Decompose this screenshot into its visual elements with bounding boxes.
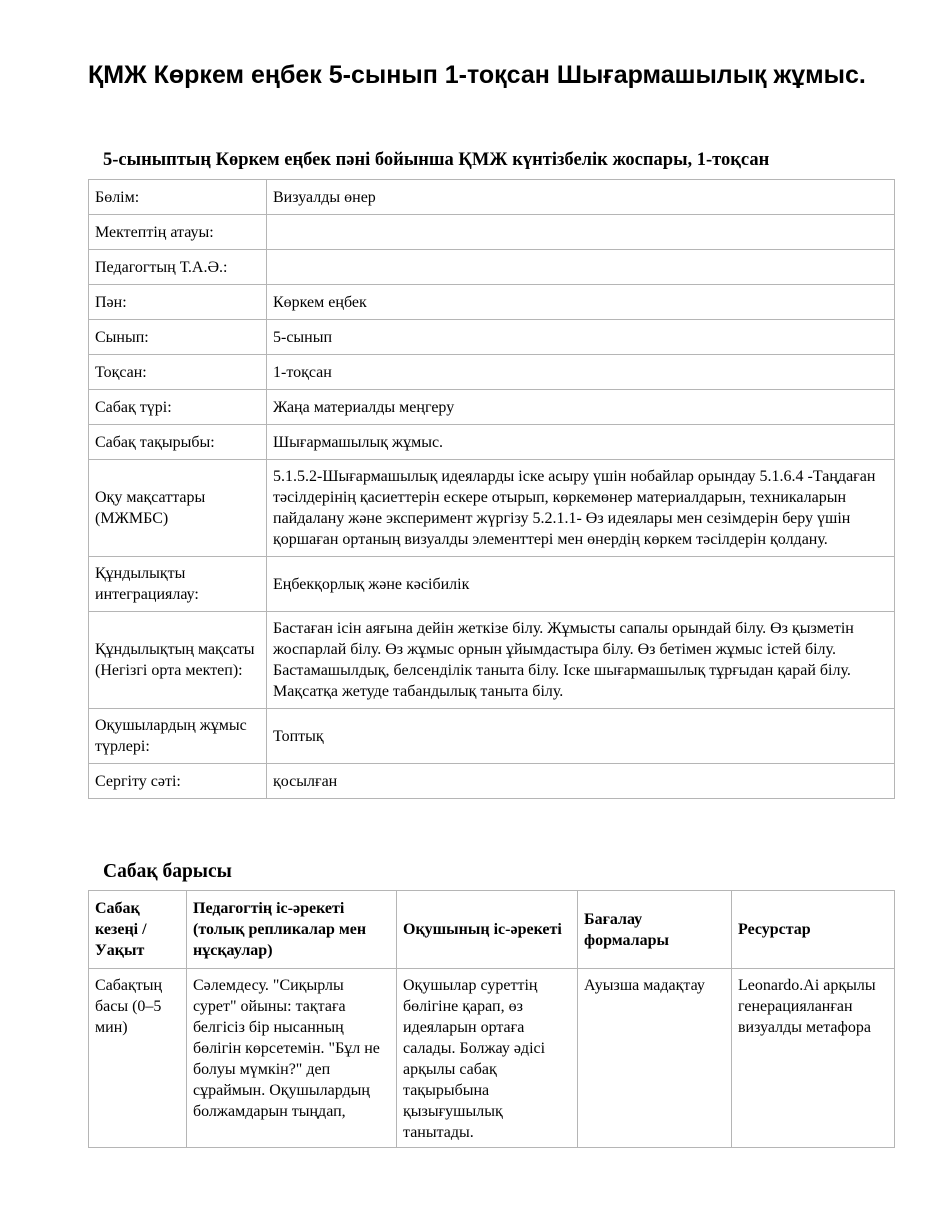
info-value: 1-тоқсан bbox=[267, 355, 895, 390]
info-row-value-goal bbox=[89, 612, 895, 709]
column-header-resources: Ресурстар bbox=[732, 891, 895, 969]
info-row-subject bbox=[89, 285, 895, 320]
cell-stage: Сабақтың басы (0–5 мин) bbox=[89, 969, 187, 1148]
info-value: 5.1.5.2-Шығармашылық идеяларды іске асыру үшін нобайлар орындау 5.1.6.4 -Таңдаған тәсілдерінің қасиеттерін ескере отырып, көркемөнер материалдарын, техникаларын пайдалану және эксперимент жүргізу 5.2.1.1- Өз идеялары мен сезімдерін беру үшін қоршаған ортаның визуалды элементтері мен өнердің көркем тәсілдерін қолдану. bbox=[267, 460, 895, 557]
info-value bbox=[267, 215, 895, 250]
info-row-lesson-type bbox=[89, 390, 895, 425]
info-label: Сабақ тақырыбы: bbox=[89, 425, 267, 460]
info-label: Құндылықты интеграциялау: bbox=[89, 557, 267, 612]
info-row-warmup bbox=[89, 764, 895, 799]
info-label: Құндылықтың мақсаты (Негізгі орта мектеп): bbox=[89, 612, 267, 709]
info-value: Топтық bbox=[267, 709, 895, 764]
info-row-section bbox=[89, 180, 895, 215]
document-title: ҚМЖ Көркем еңбек 5-сынып 1-тоқсан Шығармашылық жұмыс. bbox=[88, 61, 866, 89]
info-row-grade bbox=[89, 320, 895, 355]
column-header-assessment: Бағалау формалары bbox=[578, 891, 732, 969]
lesson-info-table bbox=[88, 179, 895, 799]
info-value: Еңбекқорлық және кәсібилік bbox=[267, 557, 895, 612]
info-value: 5-сынып bbox=[267, 320, 895, 355]
info-value bbox=[267, 250, 895, 285]
lesson-progress-table bbox=[88, 890, 895, 1148]
plan-heading: 5-сыныптың Көркем еңбек пәні бойынша ҚМЖ күнтізбелік жоспары, 1-тоқсан bbox=[103, 150, 770, 170]
info-value: қосылған bbox=[267, 764, 895, 799]
cell-teacher-activity: Сәлемдесу. "Сиқырлы сурет" ойыны: тақтаға белгісіз бір нысанның бөлігін көрсетемін. "Бұл не болуы мүмкін?" деп сұраймын. Оқушылардың болжамдарын тыңдап, bbox=[187, 969, 397, 1148]
info-label: Сынып: bbox=[89, 320, 267, 355]
info-row-school bbox=[89, 215, 895, 250]
column-header-teacher-activity: Педагогтің іс-әрекеті (толық репликалар мен нұсқаулар) bbox=[187, 891, 397, 969]
info-row-teacher bbox=[89, 250, 895, 285]
cell-resources: Leonardo.Ai арқылы генерацияланған визуалды метафора bbox=[732, 969, 895, 1148]
info-label: Бөлім: bbox=[89, 180, 267, 215]
info-label: Мектептің атауы: bbox=[89, 215, 267, 250]
cell-assessment: Ауызша мадақтау bbox=[578, 969, 732, 1148]
lesson-header-row bbox=[89, 891, 895, 969]
info-label: Тоқсан: bbox=[89, 355, 267, 390]
info-label: Педагогтың Т.А.Ә.: bbox=[89, 250, 267, 285]
info-row-lesson-topic bbox=[89, 425, 895, 460]
info-value: Жаңа материалды меңгеру bbox=[267, 390, 895, 425]
info-label: Сергіту сәті: bbox=[89, 764, 267, 799]
info-label: Пән: bbox=[89, 285, 267, 320]
info-label: Сабақ түрі: bbox=[89, 390, 267, 425]
table-row bbox=[89, 969, 895, 1148]
info-label: Оқушылардың жұмыс түрлері: bbox=[89, 709, 267, 764]
column-header-student-activity: Оқушының іс-әрекеті bbox=[397, 891, 578, 969]
info-value: Көркем еңбек bbox=[267, 285, 895, 320]
info-label: Оқу мақсаттары (МЖМБС) bbox=[89, 460, 267, 557]
info-row-quarter bbox=[89, 355, 895, 390]
column-header-stage: Сабақ кезеңі / Уақыт bbox=[89, 891, 187, 969]
lesson-progress-heading: Сабақ барысы bbox=[103, 861, 232, 882]
info-row-work-types bbox=[89, 709, 895, 764]
info-row-learning-objectives bbox=[89, 460, 895, 557]
info-row-value-integration bbox=[89, 557, 895, 612]
info-value: Шығармашылық жұмыс. bbox=[267, 425, 895, 460]
info-value: Визуалды өнер bbox=[267, 180, 895, 215]
info-value: Бастаған ісін аяғына дейін жеткізе білу. Жұмысты сапалы орындай білу. Өз қызметін жоспарлай білу. Өз жұмыс орнын ұйымдастыра білу. Өз бетімен жұмыс істей білу. Бастамашылдық, белсенділік таныта білу. Іске шығармашылық тұрғыдан қарай білу. Мақсатқа жетуде табандылық таныта білу. bbox=[267, 612, 895, 709]
cell-student-activity: Оқушылар суреттің бөлігіне қарап, өз идеяларын ортаға салады. Болжау әдісі арқылы сабақ тақырыбына қызығушылық танытады. bbox=[397, 969, 578, 1148]
